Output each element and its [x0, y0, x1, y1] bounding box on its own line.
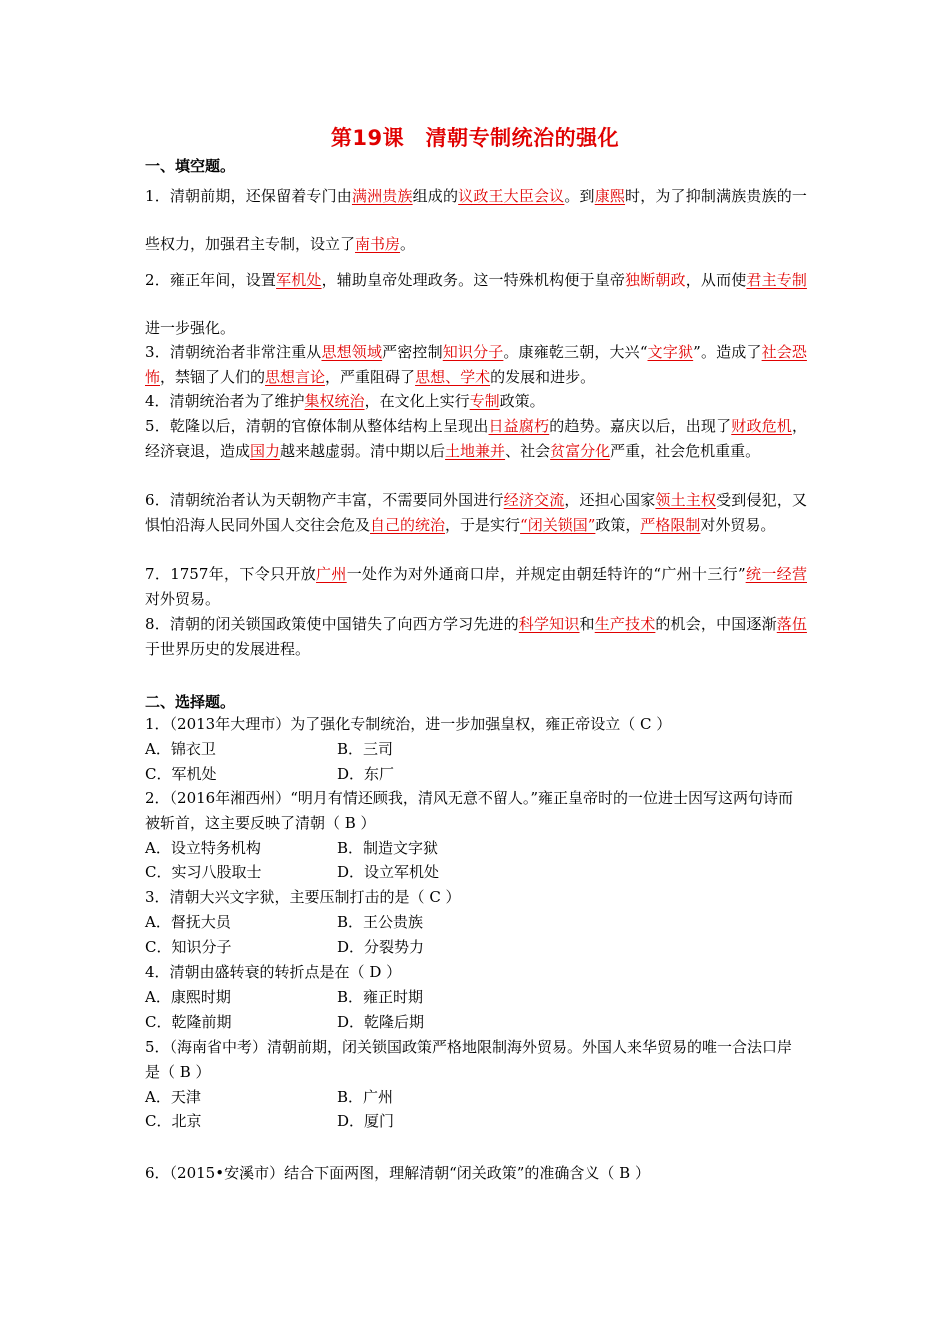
option-c: C．实习八股取士 — [145, 863, 262, 882]
answer-blank: 思想领域 — [321, 343, 383, 361]
question-text: 政策， — [595, 515, 641, 534]
option-row — [145, 836, 807, 861]
question-text: 8．清朝的闭关锁国政策使中国错失了向西方学习先进的 — [145, 615, 519, 633]
question-text: ”。造成了 — [693, 343, 762, 361]
answer-blank: 集权统治 — [304, 392, 365, 410]
answer-blank: 满洲贵族 — [351, 187, 413, 205]
answer-blank: 思想言论 — [265, 367, 326, 386]
answer-blank: 国力 — [250, 441, 281, 460]
answer-blank: 土地兼并 — [445, 441, 506, 460]
answer-blank: 议政王大臣会议 — [458, 187, 565, 205]
option-row — [145, 1010, 807, 1035]
option-row — [145, 1109, 807, 1134]
answer-blank: 南书房 — [355, 235, 401, 253]
lesson-title: 第19课 清朝专制统治的强化 — [330, 126, 620, 150]
question-stem: 5．（海南省中考）清朝前期，闭关锁国政策严格地限制海外贸易。外国人来华贸易的唯一合法口岸是（ B ） — [145, 1038, 793, 1081]
question-text: 于世界历史的发展进程。 — [145, 639, 311, 658]
answer-blank: 社会恐怖 — [145, 343, 807, 386]
question-text: 和 — [579, 615, 595, 633]
fill-question-4 — [145, 389, 807, 414]
option-d: D．分裂势力 — [337, 937, 425, 956]
question-text: 6．清朝统治者认为天朝物产丰富，不需要同外国进行 — [145, 491, 504, 509]
question-text: 、社会 — [505, 441, 551, 460]
question-text: ，严重阻碍了 — [325, 367, 416, 386]
question-text: 3．清朝统治者非常注重从 — [145, 343, 322, 361]
answer-text: 独断朝政 — [625, 271, 686, 289]
question-stem: 4．清朝由盛转衰的转折点是在（ D ） — [145, 963, 402, 981]
question-text: 。康雍乾三朝，大兴“ — [503, 343, 648, 361]
choice-question-3 — [145, 885, 807, 959]
question-text: 2．雍正年间，设置 — [145, 271, 277, 289]
option-a: A．锦衣卫 — [145, 739, 216, 758]
answer-blank: 思想、学术 — [415, 367, 491, 386]
question-text: ，经济衰退，造成 — [145, 417, 807, 460]
question-text: 对外贸易。 — [700, 515, 776, 534]
answer-blank: 文字狱 — [647, 343, 694, 361]
option-row — [145, 910, 807, 935]
answer-blank: 落伍 — [776, 615, 807, 633]
answer-blank: 军机处 — [276, 271, 322, 289]
question-stem: 1．（2013年大理市）为了强化专制统治，进一步加强皇权，雍正帝设立（ C ） — [145, 715, 672, 733]
question-stem: 3．清朝大兴文字狱，主要压制打击的是（ C ） — [145, 888, 461, 906]
option-row — [145, 737, 807, 762]
question-text: 4．清朝统治者为了维护 — [145, 392, 305, 410]
question-text: 对外贸易。 — [145, 589, 221, 608]
fill-question-5 — [145, 414, 807, 463]
answer-blank: 经济交流 — [503, 491, 565, 509]
answer-blank: 统一经营 — [745, 565, 807, 583]
answer-blank: 专制 — [469, 392, 500, 410]
question-text: 一处作为对外通商口岸，并规定由朝廷特许的“广州十三行” — [346, 565, 746, 583]
answer-blank: 广州 — [316, 565, 347, 583]
option-d: D．设立军机处 — [337, 863, 440, 882]
answer-blank: 生产技术 — [594, 615, 656, 633]
option-b: B．制造文字狱 — [337, 838, 439, 857]
question-text: ，于是实行 — [445, 515, 521, 534]
option-c: C．知识分子 — [145, 937, 232, 956]
question-text: 1．清朝前期，还保留着专门由 — [145, 187, 352, 205]
question-text: 进一步强化。 — [145, 319, 236, 337]
section-choice-heading: 二、选择题。 — [145, 693, 236, 711]
question-text: ，辅助皇帝处理政务。这一特殊机构便于皇帝 — [321, 271, 626, 289]
option-row — [145, 985, 807, 1010]
option-row — [145, 935, 807, 960]
answer-blank: 自己的统治 — [370, 515, 446, 534]
option-c: C．北京 — [145, 1112, 202, 1131]
option-d: D．乾隆后期 — [337, 1012, 425, 1031]
option-row — [145, 762, 807, 787]
option-b: B．广州 — [337, 1087, 394, 1106]
answer-blank: 财政危机 — [731, 417, 792, 435]
question-text: 。到 — [564, 187, 595, 205]
question-text: 的机会，中国逐渐 — [655, 615, 777, 633]
question-text: ，从而使 — [685, 271, 747, 289]
option-row — [145, 1085, 807, 1110]
choice-question-2 — [145, 786, 807, 885]
fill-question-2 — [145, 256, 807, 352]
answer-blank: 领土主权 — [655, 491, 717, 509]
question-text: ，在文化上实行 — [364, 392, 470, 410]
option-d: D．东厂 — [337, 764, 395, 783]
question-text: 政策。 — [499, 392, 545, 410]
choice-question-4 — [145, 960, 807, 1034]
option-b: B．王公贵族 — [337, 912, 424, 931]
answer-blank: 科学知识 — [518, 615, 580, 633]
option-a: A．督抚大员 — [145, 912, 231, 931]
question-stem: 2．（2016年湘西州）“明月有情还顾我，清风无意不留人。”雍正皇帝时的一位进士因写这两句诗而被斩首，这主要反映了清朝（ B ） — [145, 789, 794, 832]
question-text: ，还担心国家 — [564, 491, 656, 509]
choice-question-1 — [145, 712, 807, 786]
answer-blank: 严格限制 — [640, 515, 701, 534]
fill-question-7 — [145, 562, 807, 611]
question-text: 受到侵犯，又惧怕沿海人民同外国人交往会危及 — [145, 491, 807, 534]
answer-blank: 君主专制 — [746, 271, 807, 289]
answer-blank: “闭关锁国” — [520, 515, 596, 534]
answer-blank: 康熙 — [594, 187, 626, 205]
option-a: A．康熙时期 — [145, 987, 231, 1006]
answer-blank: 知识分子 — [442, 343, 504, 361]
question-text: 时，为了抑制满族贵族的一些权力，加强君主专制，设立了 — [145, 187, 807, 253]
section-fill-heading: 一、填空题。 — [145, 157, 236, 175]
question-text: ，禁锢了人们的 — [160, 367, 266, 386]
question-text: 7．1757年，下令只开放 — [145, 565, 317, 583]
answer-blank: 贫富分化 — [550, 441, 611, 460]
fill-question-8 — [145, 612, 807, 661]
fill-question-3 — [145, 340, 807, 389]
option-a: A．天津 — [145, 1087, 201, 1106]
choice-question-6: 6．（2015•安溪市）结合下面两图，理解清朝“闭关政策”的准确含义（ B ） — [145, 1164, 650, 1182]
question-text: 5．乾隆以后，清朝的官僚体制从整体结构上呈现出 — [145, 417, 489, 435]
question-text: 的趋势。嘉庆以后，出现了 — [549, 417, 732, 435]
option-c: C．乾隆前期 — [145, 1012, 232, 1031]
question-text: 。 — [400, 235, 416, 253]
question-text: 严重，社会危机重重。 — [610, 441, 761, 460]
answer-blank: 日益腐朽 — [488, 417, 550, 435]
question-text: 越来越虚弱。清中期以后 — [280, 441, 446, 460]
option-a: A．设立特务机构 — [145, 838, 261, 857]
option-b: B．雍正时期 — [337, 987, 424, 1006]
question-text: 组成的 — [412, 187, 459, 205]
question-text: 的发展和进步。 — [490, 367, 596, 386]
question-text: 严密控制 — [382, 343, 443, 361]
option-b: B．三司 — [337, 739, 394, 758]
choice-question-5 — [145, 1035, 807, 1134]
option-c: C．军机处 — [145, 764, 217, 783]
option-d: D．厦门 — [337, 1112, 395, 1131]
fill-question-1 — [145, 172, 807, 268]
option-row — [145, 860, 807, 885]
fill-question-6 — [145, 488, 807, 537]
